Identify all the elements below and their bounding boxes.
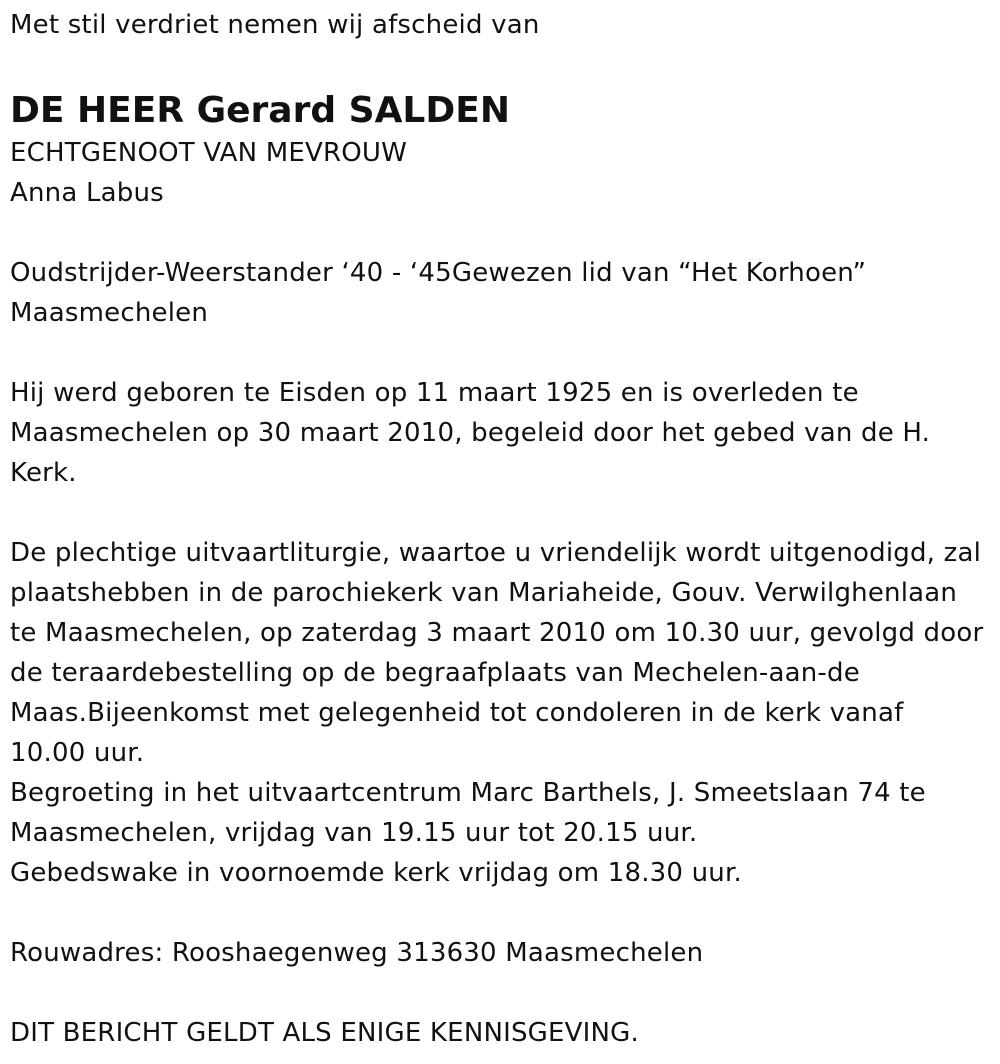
- funeral-line: Maas.Bijeenkomst met gelegenheid tot condoleren in de kerk vanaf: [10, 698, 904, 728]
- birth-death-line-3: Kerk.: [10, 458, 77, 488]
- deceased-name: DE HEER Gerard SALDEN: [10, 90, 510, 131]
- spacer: [10, 213, 990, 253]
- spacer: [10, 893, 990, 933]
- affiliation-line-1: Oudstrijder-Weerstander ‘40 - ‘45Gewezen lid van “Het Korhoen”: [10, 258, 867, 288]
- funeral-line: Begroeting in het uitvaartcentrum Marc Barthels, J. Smeetslaan 74 te: [10, 778, 926, 808]
- birth-death-line-2: Maasmechelen op 30 maart 2010, begeleid door het gebed van de H.: [10, 418, 931, 448]
- spouse-name: Anna Labus: [10, 178, 164, 208]
- funeral-line: de teraardebestelling op de begraafplaats van Mechelen-aan-de: [10, 658, 860, 688]
- funeral-line: Maasmechelen, vrijdag van 19.15 uur tot 20.15 uur.: [10, 818, 698, 848]
- affiliation-line-2: Maasmechelen: [10, 298, 209, 328]
- spacer: [10, 493, 990, 533]
- spacer: [10, 333, 990, 373]
- funeral-line: 10.00 uur.: [10, 738, 145, 768]
- relation-text: ECHTGENOOT VAN MEVROUW: [10, 138, 408, 168]
- birth-death-line-1: Hij werd geboren te Eisden op 11 maart 1925 en is overleden te: [10, 378, 859, 408]
- intro-text: Met stil verdriet nemen wij afscheid van: [10, 10, 540, 40]
- funeral-line: plaatshebben in de parochiekerk van Mariaheide, Gouv. Verwilghenlaan: [10, 578, 958, 608]
- mourning-address: Rouwadres: Rooshaegenweg 313630 Maasmechelen: [10, 938, 704, 968]
- spacer: [10, 45, 990, 89]
- closing-statement: DIT BERICHT GELDT ALS ENIGE KENNISGEVING.: [10, 1018, 639, 1048]
- obituary-notice: [10, 5, 990, 1053]
- funeral-line: De plechtige uitvaartliturgie, waartoe u vriendelijk wordt uitgenodigd, zal: [10, 538, 982, 568]
- funeral-line: te Maasmechelen, op zaterdag 3 maart 2010 om 10.30 uur, gevolgd door: [10, 618, 984, 648]
- funeral-line: Gebedswake in voornoemde kerk vrijdag om 18.30 uur.: [10, 858, 742, 888]
- spacer: [10, 973, 990, 1013]
